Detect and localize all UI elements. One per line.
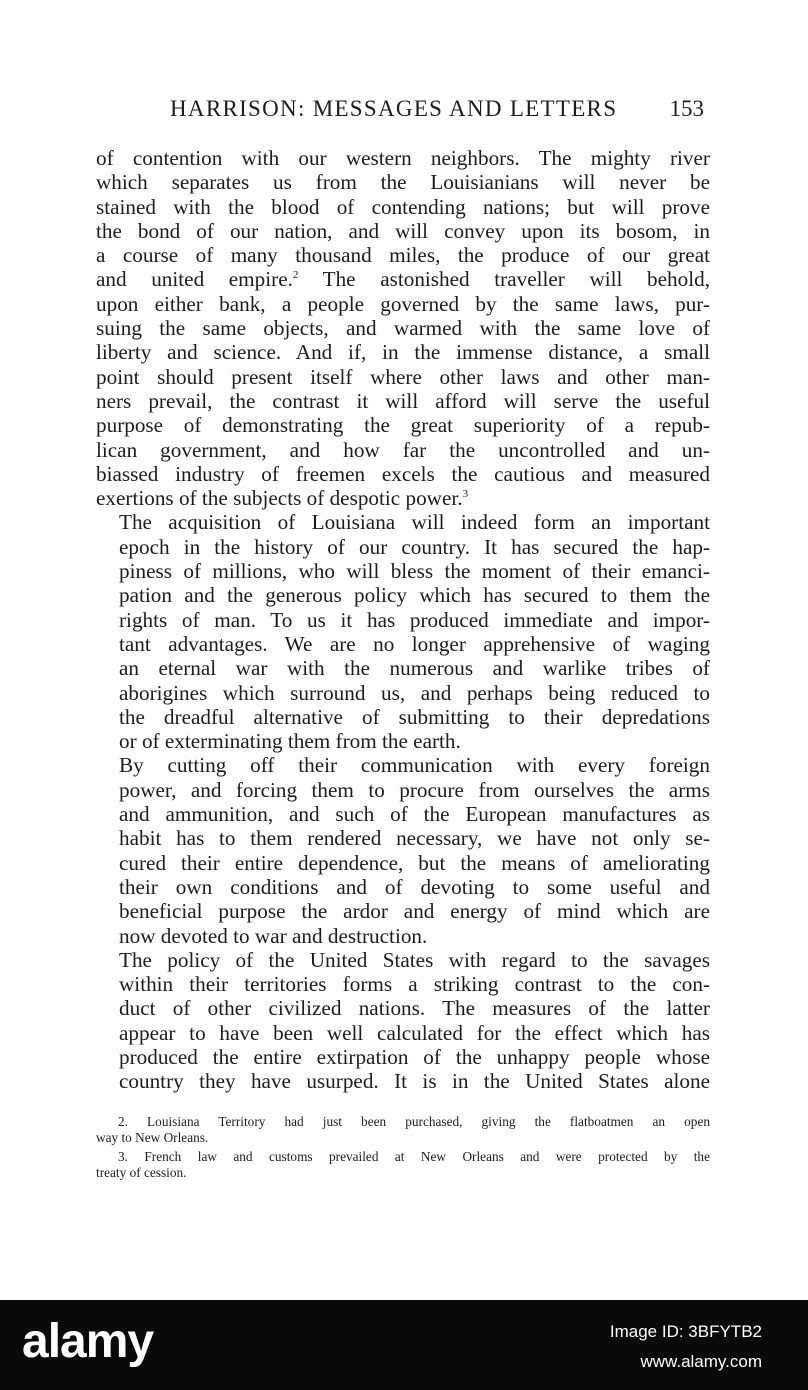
text-line: point should present itself where other laws and other man- (96, 364, 710, 389)
text-line: of contention with our western neighbors. The mighty river (96, 146, 710, 170)
text-line: appear to have been well calculated for the effect which has (119, 1020, 710, 1045)
text-line-with-footnote (96, 267, 710, 291)
text-line: epoch in the history of our country. It has secured the hap- (119, 534, 710, 559)
text-line: aborigines which surround us, and perhaps being reduced to (119, 680, 710, 705)
text-line: country they have usurped. It is in the United States alone (119, 1069, 710, 1094)
footnote-line: way to New Orleans. (96, 1130, 209, 1145)
footnotes (96, 1114, 710, 1184)
stock-watermark-bar (0, 1300, 808, 1390)
text-line: an eternal war with the numerous and warlike tribes of (119, 656, 710, 681)
footnote-marker: 2 (292, 269, 299, 282)
text-line: power, and forcing them to procure from ourselves the arms (119, 777, 710, 802)
text-line: stained with the blood of contending nations; but will prove (96, 194, 710, 219)
text-line: piness of millions, who will bless the moment of their emanci- (119, 559, 710, 584)
paragraph-3 (96, 753, 710, 947)
text-line: and ammunition, and such of the European manufactures as (119, 802, 710, 827)
text-line: within their territories forms a striking contrast to the con- (119, 972, 710, 997)
text-line: By cutting off their communication with every foreign (119, 753, 710, 778)
text-line: beneficial purpose the ardor and energy of mind which are (119, 899, 710, 924)
paragraph-4 (96, 948, 710, 1094)
text-line: their own conditions and of devoting to some useful and (119, 874, 710, 899)
text-fragment: and united empire. (96, 267, 293, 292)
running-header (96, 96, 710, 126)
text-line: tant advantages. We are no longer apprehensive of waging (119, 631, 710, 656)
footnote-line: treaty of cession. (96, 1165, 187, 1180)
paragraph-1 (96, 146, 710, 510)
text-fragment: exertions of the subjects of despotic power. (96, 486, 463, 511)
text-line: lican government, and how far the uncontrolled and un- (96, 437, 710, 462)
text-line: pation and the generous policy which has secured to them the (119, 583, 710, 608)
footnote-line: 2. Louisiana Territory had just been purchased, giving the flatboatmen an open (118, 1114, 710, 1129)
text-line: cured their entire dependence, but the means of ameliorating (119, 850, 710, 875)
alamy-logo: alamy (22, 1315, 154, 1368)
site-url-label: www.alamy.com (640, 1352, 762, 1371)
text-line: now devoted to war and destruction. (119, 923, 428, 948)
text-line: suing the same objects, and warmed with the same love of (96, 316, 710, 341)
text-line: the dreadful alternative of submitting to their depredations (119, 704, 710, 729)
body-text (96, 146, 710, 1094)
text-line: which separates us from the Louisianians will never be (96, 170, 710, 195)
text-line: or of exterminating them from the earth. (119, 729, 461, 754)
footnote-3 (96, 1149, 710, 1181)
text-line: The acquisition of Louisiana will indeed form an important (119, 510, 710, 535)
page-number: 153 (669, 96, 704, 121)
text-line-with-footnote (96, 486, 710, 510)
text-fragment: The astonished traveller will behold, (298, 267, 710, 292)
text-line: habit has to them rendered necessary, we have not only se- (119, 826, 710, 851)
text-line: ners prevail, the contrast it will afford will serve the useful (96, 388, 710, 413)
footnote-2 (96, 1114, 710, 1146)
text-line: upon either bank, a people governed by the same laws, pur- (96, 291, 710, 316)
footnote-marker: 3 (462, 488, 469, 501)
header-title: HARRISON: MESSAGES AND LETTERS (170, 96, 618, 121)
text-line: biassed industry of freemen excels the cautious and measured (96, 461, 710, 486)
text-line: purpose of demonstrating the great superiority of a repub- (96, 413, 710, 438)
image-id-label: Image ID: 3BFYTB2 (609, 1322, 762, 1341)
text-line: liberty and science. And if, in the immense distance, a small (96, 340, 710, 365)
text-line: the bond of our nation, and will convey upon its bosom, in (96, 218, 710, 243)
text-line: rights of man. To us it has produced immediate and impor- (119, 607, 710, 632)
text-line: a course of many thousand miles, the produce of our great (96, 243, 710, 268)
paragraph-2 (96, 510, 710, 753)
text-line: duct of other civilized nations. The measures of the latter (119, 996, 710, 1021)
footnote-line: 3. French law and customs prevailed at New Orleans and were protected by the (118, 1149, 710, 1164)
text-line: The policy of the United States with regard to the savages (119, 947, 710, 972)
text-line: produced the entire extirpation of the unhappy people whose (119, 1044, 710, 1069)
